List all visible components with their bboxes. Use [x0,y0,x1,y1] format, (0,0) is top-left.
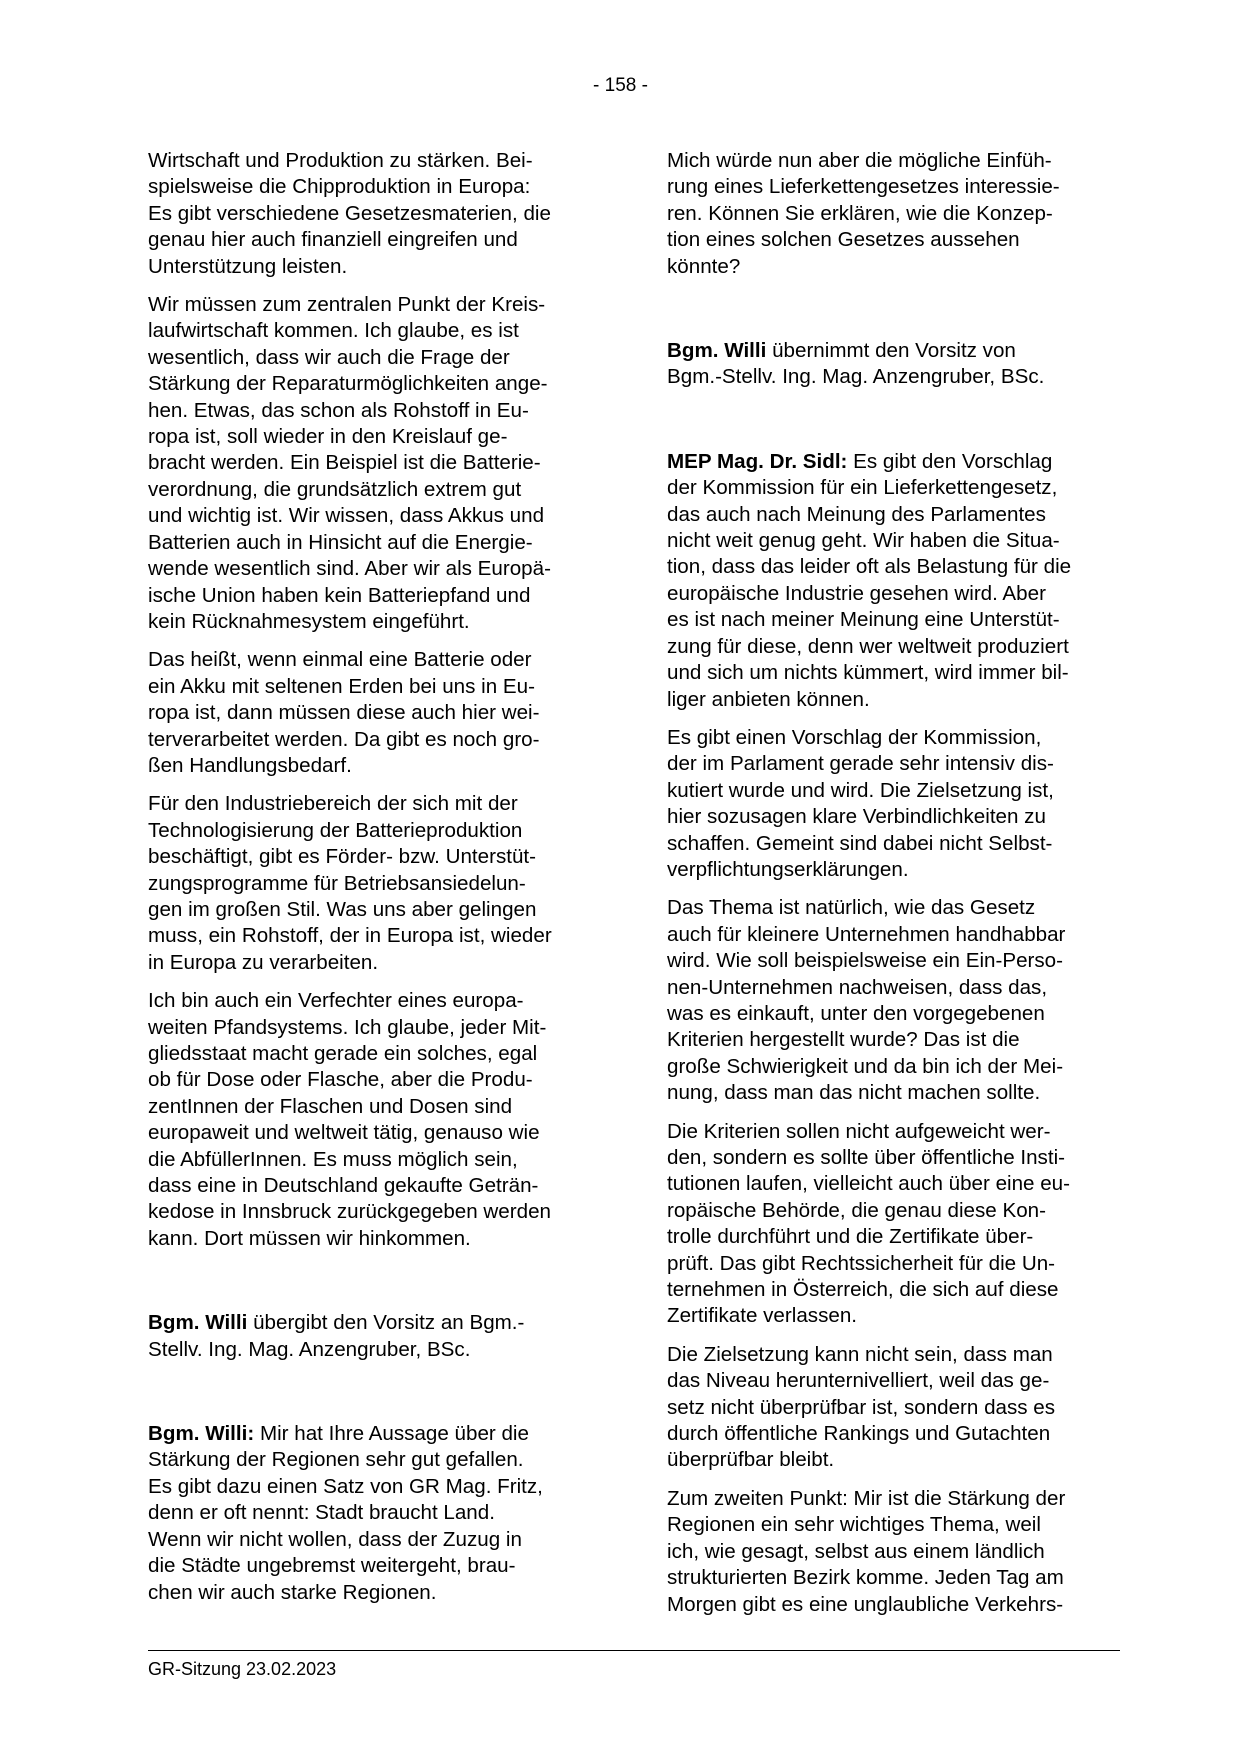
text-line: Stellv. Ing. Mag. Anzengruber, BSc. [148,1337,471,1361]
text-line: ropäische Behörde, die genau diese Kon- [667,1198,1046,1222]
text-line: ren. Können Sie erklären, wie die Konzep- [667,201,1053,225]
page-number: - 158 - [593,75,648,96]
text-line: zung für diese, denn wer weltweit produziert [667,634,1069,658]
text-line: Wir müssen zum zentralen Punkt der Kreis- [148,293,546,317]
text-line: liger anbieten können. [667,687,870,711]
text-line: verordnung, die grundsätzlich extrem gut [148,477,522,501]
paragraph [148,988,604,1252]
paragraph [667,1119,1131,1330]
text-line: ische Union haben kein Batteriepfand und [148,583,531,607]
text-line: es ist nach meiner Meinung eine Unterstüt- [667,608,1060,632]
paragraph [148,292,604,635]
speaker-text: übernimmt den Vorsitz von [766,339,1016,363]
speaker-name: MEP Mag. Dr. Sidl: [667,449,848,473]
text-line: Regionen ein sehr wichtiges Thema, weil [667,1513,1041,1537]
paragraph [667,895,1131,1106]
text-line: hen. Etwas, das schon als Rohstoff in Eu- [148,398,529,422]
text-line: Kriterien hergestellt wurde? Das ist die [667,1028,1020,1052]
text-line: durch öffentliche Rankings und Gutachten [667,1422,1051,1446]
text-line: Das Thema ist natürlich, wie das Gesetz [667,896,1036,920]
paragraph [667,148,1131,280]
text-line: nen-Unternehmen nachweisen, dass das, [667,975,1048,999]
text-line: Stärkung der Reparaturmöglichkeiten ange- [148,372,548,396]
text-line: terverarbeitet werden. Da gibt es noch gro- [148,727,540,751]
text-line: genau hier auch finanziell eingreifen und [148,228,518,252]
text-line: das auch nach Meinung des Parlamentes [667,502,1046,526]
text-line: das Niveau herunternivelliert, weil das ge- [667,1369,1050,1393]
text-line: strukturierten Bezirk komme. Jeden Tag am [667,1566,1064,1590]
text-line: nicht weit genug geht. Wir haben die Situa- [667,529,1060,553]
text-line: Ich bin auch ein Verfechter eines europa- [148,989,524,1013]
text-line: spielsweise die Chipproduktion in Europa: [148,175,531,199]
text-line: wende wesentlich sind. Aber wir als Europä- [148,557,551,581]
text-line: Wenn wir nicht wollen, dass der Zuzug in [148,1527,522,1551]
speaker-name: Bgm. Willi: [148,1422,255,1446]
text-line: Es gibt dazu einen Satz von GR Mag. Fritz, [148,1474,543,1498]
text-line: Unterstützung leisten. [148,254,348,278]
text-line: bracht werden. Ein Beispiel ist die Batterie- [148,451,541,475]
text-line: Zum zweiten Punkt: Mir ist die Stärkung der [667,1486,1066,1510]
text-line: tion eines solchen Gesetzes aussehen [667,228,1020,252]
text-line: ob für Dose oder Flasche, aber die Produ- [148,1068,533,1092]
speaker-name: Bgm. Willi [667,339,767,363]
text-line: der im Parlament gerade sehr intensiv dis- [667,752,1054,776]
text-line: überprüfbar bleibt. [667,1448,835,1472]
text-line: Wirtschaft und Produktion zu stärken. Bei- [148,149,533,172]
text-line: kein Rücknahmesystem eingeführt. [148,609,470,633]
text-line: könnte? [667,254,741,278]
paragraph [667,449,1131,713]
text-line: gliedsstaat macht gerade ein solches, egal [148,1042,538,1065]
text-line: kedose in Innsbruck zurückgegeben werden [148,1200,551,1224]
footer-divider [148,1650,1120,1651]
text-line: hier sozusagen klare Verbindlichkeiten zu [667,805,1046,829]
text-line: trolle durchführt und die Zertifikate über- [667,1225,1034,1249]
paragraph [148,1421,604,1606]
text-line: laufwirtschaft kommen. Ich glaube, es ist [148,319,519,343]
text-line [667,338,1131,364]
text-line: Bgm.-Stellv. Ing. Mag. Anzengruber, BSc. [667,365,1045,389]
text-line [148,1421,604,1447]
text-line: setz nicht überprüfbar ist, sondern dass es [667,1395,1056,1419]
text-line: Das heißt, wenn einmal eine Batterie oder [148,648,532,672]
text-line: den, sondern es sollte über öffentliche Insti- [667,1146,1066,1169]
text-line: und sich um nichts kümmert, wird immer bil- [667,661,1069,685]
paragraph [148,1310,604,1363]
paragraph [667,1342,1131,1474]
text-line: der Kommission für ein Lieferkettengesetz, [667,476,1058,500]
footer-session-date: GR-Sitzung 23.02.2023 [148,1659,337,1679]
text-line: weiten Pfandsystems. Ich glaube, jeder Mit- [148,1015,547,1039]
left-column [148,148,604,1618]
text-line: Die Zielsetzung kann nicht sein, dass man [667,1342,1053,1366]
text-line: in Europa zu verarbeiten. [148,950,379,974]
text-line: tutionen laufen, vielleicht auch über eine eu- [667,1172,1070,1196]
text-line: europäische Industrie gesehen wird. Aber [667,581,1046,605]
text-line: rung eines Lieferkettengesetzes interessie- [667,175,1060,199]
text-line: und wichtig ist. Wir wissen, dass Akkus und [148,504,545,528]
text-line: Die Kriterien sollen nicht aufgeweicht wer- [667,1119,1051,1143]
text-line: chen wir auch starke Regionen. [148,1580,437,1604]
speaker-text: Es gibt den Vorschlag [847,449,1053,473]
text-line: was es einkauft, unter den vorgegebenen [667,1001,1045,1025]
text-line: die Städte ungebremst weitergeht, brau- [148,1554,516,1578]
text-line: europaweit und weltweit tätig, genauso wie [148,1121,540,1145]
text-line: ßen Handlungsbedarf. [148,753,352,777]
paragraph [667,725,1131,883]
text-line: denn er oft nennt: Stadt braucht Land. [148,1501,495,1525]
text-line: Technologisierung der Batterieproduktion [148,818,523,842]
text-line: Es gibt einen Vorschlag der Kommission, [667,725,1042,749]
text-line: Mich würde nun aber die mögliche Einfüh- [667,149,1052,172]
text-line: nung, dass man das nicht machen sollte. [667,1081,1041,1105]
paragraph [148,791,604,976]
text-line: Batterien auch in Hinsicht auf die Energie- [148,530,533,554]
right-column [667,148,1131,1630]
paragraph [667,1486,1131,1618]
text-line: tion, dass das leider oft als Belastung für die [667,555,1072,579]
text-line: Stärkung der Regionen sehr gut gefallen. [148,1448,524,1472]
paragraph [148,647,604,779]
speaker-text: Mir hat Ihre Aussage über die [254,1422,529,1446]
text-line: verpflichtungserklärungen. [667,857,909,881]
text-line: ein Akku mit seltenen Erden bei uns in Eu- [148,674,535,698]
text-line: muss, ein Rohstoff, der in Europa ist, wieder [148,924,552,948]
speaker-name: Bgm. Willi [148,1311,248,1335]
text-line: zungsprogramme für Betriebsansiedelun- [148,871,526,895]
text-line: dass eine in Deutschland gekaufte Geträn- [148,1174,539,1198]
speaker-text: übergibt den Vorsitz an Bgm.- [247,1311,525,1335]
text-line: schaffen. Gemeint sind dabei nicht Selbst- [667,831,1053,855]
paragraph [667,338,1131,391]
text-line: wird. Wie soll beispielsweise ein Ein-Perso- [667,949,1063,973]
text-line: wesentlich, dass wir auch die Frage der [148,345,510,369]
text-line: ropa ist, dann müssen diese auch hier wei- [148,701,540,725]
paragraph [148,148,604,280]
text-line: prüft. Das gibt Rechtssicherheit für die Un- [667,1251,1056,1275]
text-line: Zertifikate verlassen. [667,1304,857,1328]
text-line: zentInnen der Flaschen und Dosen sind [148,1094,513,1118]
text-line: Morgen gibt es eine unglaubliche Verkehrs- [667,1592,1064,1616]
text-line: die AbfüllerInnen. Es muss möglich sein, [148,1147,518,1171]
text-line: ternehmen in Österreich, die sich auf diese [667,1278,1059,1302]
text-line: Für den Industriebereich der sich mit der [148,792,518,816]
text-line: kutiert wurde und wird. Die Zielsetzung ist, [667,778,1054,802]
text-line [148,1310,604,1336]
text-line: Es gibt verschiedene Gesetzesmaterien, die [148,201,551,225]
text-line: auch für kleinere Unternehmen handhabbar [667,922,1066,946]
text-line: große Schwierigkeit und da bin ich der Mei- [667,1054,1064,1078]
text-line: ropa ist, soll wieder in den Kreislauf ge- [148,425,508,449]
text-line: beschäftigt, gibt es Förder- bzw. Unterstüt- [148,845,537,869]
text-line [667,449,1131,475]
text-line: ich, wie gesagt, selbst aus einem ländlich [667,1539,1045,1563]
text-line: gen im großen Stil. Was uns aber gelingen [148,897,537,921]
text-line: kann. Dort müssen wir hinkommen. [148,1226,471,1250]
